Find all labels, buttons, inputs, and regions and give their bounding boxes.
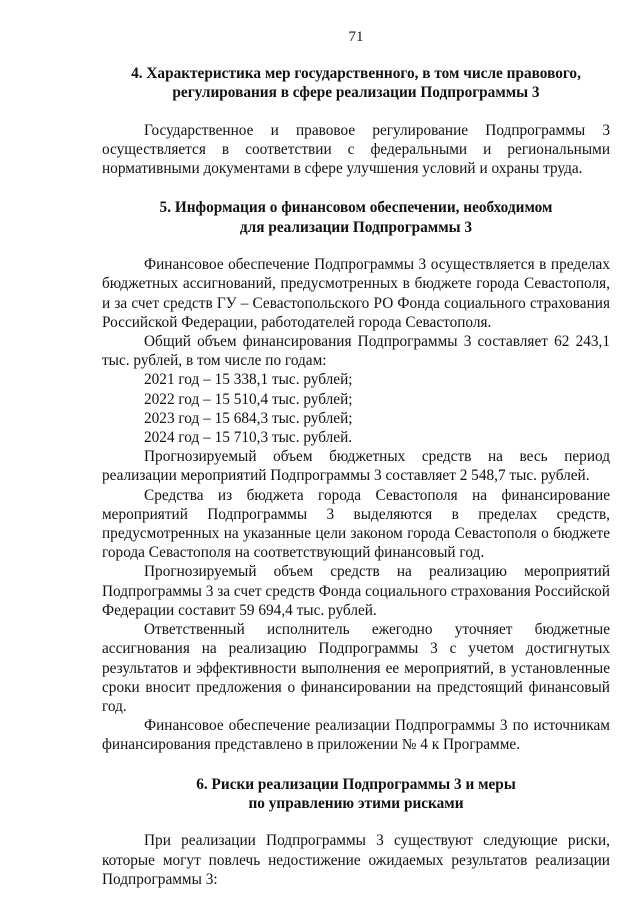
section-4-heading [102, 64, 610, 103]
section-6-heading [102, 775, 610, 814]
year-funding-line: 2022 год – 15 510,4 тыс. рублей; [144, 390, 353, 408]
section-5-heading-line-2: для реализации Подпрограммы 3 [239, 218, 473, 236]
year-funding-line: 2021 год – 15 338,1 тыс. рублей; [144, 371, 353, 389]
section-5-paragraph: Прогнозируемый объем бюджетных средств на весь период реализации мероприятий Подпрограммы 3 составляет 2 548,7 тыс. рублей. [102, 448, 610, 485]
section-5-paragraph: Прогнозируемый объем средств на реализацию мероприятий Подпрограммы 3 за счет средств Фонда социального страхования Российской Федерации составит 59 694,4 тыс. рублей. [102, 563, 610, 619]
section-4-heading-line-2: регулирования в сфере реализации Подпрограммы 3 [172, 84, 540, 102]
section-5-paragraph: Средства из бюджета города Севастополя на финансирование мероприятий Подпрограммы 3 выделяются в пределах средств, предусмотренных на указанные цели законом города Севастополя о бюджете города Севастополя на соответствующий финансовый год. [102, 486, 610, 562]
year-funding-line: 2024 год – 15 710,3 тыс. рублей. [144, 429, 353, 447]
section-6-heading-line-1: 6. Риски реализации Подпрограммы 3 и меры [196, 775, 516, 793]
section-6-paragraph: При реализации Подпрограммы 3 существуют следующие риски, которые могут повлечь недостижение ожидаемых результатов реализации Подпрограммы 3: [102, 832, 610, 888]
section-4-heading-line-1: 4. Характеристика мер государственного, в том числе правового, [131, 65, 581, 82]
page-number: 71 [348, 29, 364, 45]
section-5-paragraph: Финансовое обеспечение реализации Подпрограммы 3 по источникам финансирования представлено в приложении № 4 к Программе. [102, 717, 610, 754]
section-5-paragraph: Ответственный исполнитель ежегодно уточняет бюджетные ассигнования на реализацию Подпрограммы 3 с учетом достигнутых результатов и эффективности выполнения ее мероприятий, в установленные сроки вносит предложения о финансировании на предстоящий финансовый год. [102, 621, 610, 715]
section-5-heading-line-1: 5. Информация о финансовом обеспечении, необходимом [159, 199, 553, 217]
section-6-heading-line-2: по управлению этими рисками [248, 794, 464, 812]
year-funding-line: 2023 год – 15 684,3 тыс. рублей; [144, 409, 353, 427]
page-content [102, 64, 610, 889]
section-5-heading [102, 198, 610, 237]
section-5-paragraph: Общий объем финансирования Подпрограммы 3 составляет 62 243,1 тыс. рублей, в том числе по годам: [102, 333, 610, 370]
section-4-paragraph: Государственное и правовое регулирование Подпрограммы 3 осуществляется в соответствии с федеральными и региональными нормативными документами в сфере улучшения условий и охраны труда. [102, 121, 610, 178]
section-5-paragraph: Финансовое обеспечение Подпрограммы 3 осуществляется в пределах бюджетных ассигнований, предусмотренных в бюджете города Севастополя, и за счет средств ГУ – Севастопольского РО Фонда социального страхования Российской Федерации, работодателей города Севастополя. [102, 256, 610, 331]
